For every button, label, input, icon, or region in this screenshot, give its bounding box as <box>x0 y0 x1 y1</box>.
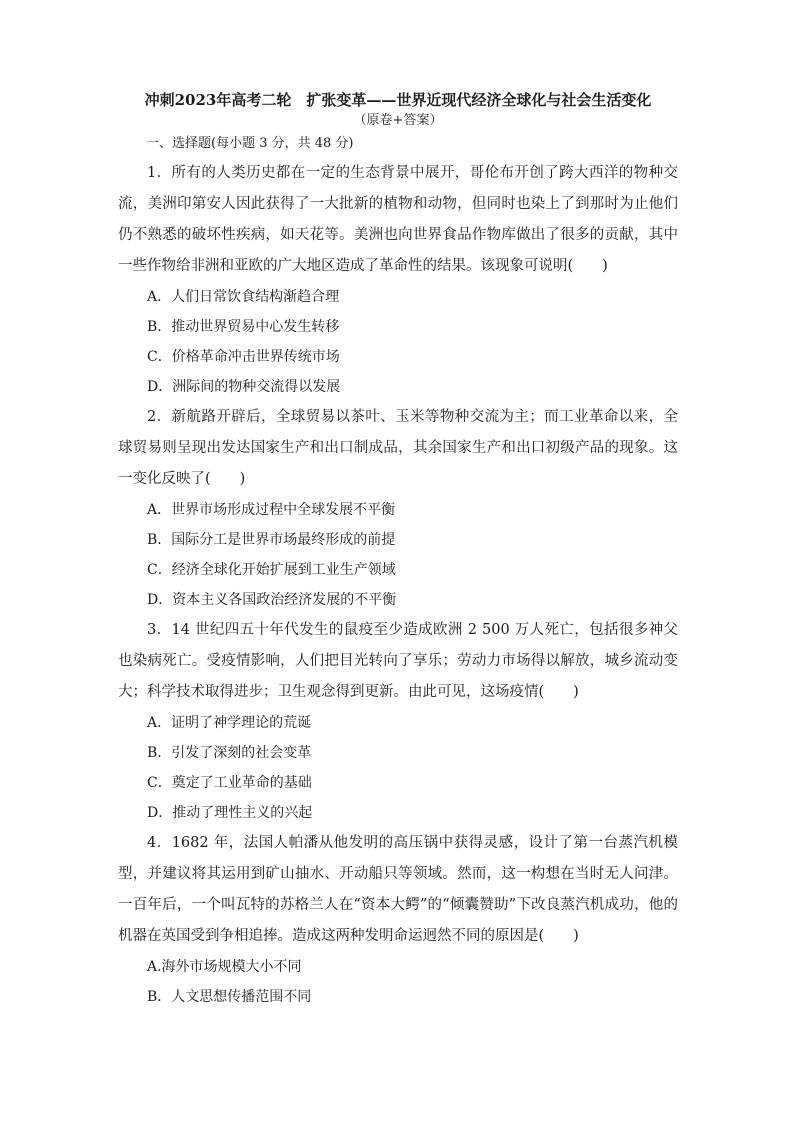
option-c: C．价格革命冲击世界传统市场 <box>147 349 340 365</box>
option-b: B．国际分工是世界市场最终形成的前提 <box>147 532 396 548</box>
option-b: B．引发了深刻的社会变革 <box>147 745 312 761</box>
document-title: 冲刺2023年高考二轮 扩张变革——世界近现代经济全球化与社会生活变化 <box>144 91 652 109</box>
option-d: D．洲际间的物种交流得以发展 <box>147 379 341 395</box>
option-b: B．人文思想传播范围不同 <box>147 989 312 1005</box>
option-c: C．经济全球化开始扩展到工业生产领域 <box>147 562 396 578</box>
question-2 <box>118 402 794 615</box>
option-a: A．证明了神学理论的荒诞 <box>147 715 312 731</box>
option-c: C．奠定了工业革命的基础 <box>147 775 312 791</box>
option-d: D．推动了理性主义的兴起 <box>147 805 313 821</box>
question-stem: 3．14 世纪四五十年代发生的鼠疫至少造成欧洲 2 500 万人死亡，包括很多神父也染病死亡。受疫情影响，人们把目光转向了享乐；劳动力市场得以解放，城乡流动变大；科学技术取得进步；卫生观念得到更新。由此可见，这场疫情( ) <box>118 622 678 700</box>
option-a: A．世界市场形成过程中全球发展不平衡 <box>147 502 396 518</box>
option-b: B．推动世界贸易中心发生转移 <box>147 319 340 335</box>
document-subtitle: （原卷+答案） <box>353 113 443 128</box>
question-4 <box>118 828 794 1012</box>
option-d: D．资本主义各国政治经济发展的不平衡 <box>147 592 397 608</box>
option-a: A.海外市场规模大小不同 <box>147 959 302 975</box>
option-a: A．人们日常饮食结构渐趋合理 <box>147 289 340 305</box>
question-3 <box>118 615 794 828</box>
section-heading: 一、选择题(每小题 3 分，共 48 分) <box>146 136 354 151</box>
question-stem: 4．1682 年，法国人帕潘从他发明的高压锅中获得灵感，设计了第一台蒸汽机模型，并建议将其运用到矿山抽水、开动船只等领域。然而，这一构想在当时无人问津。一百年后，一个叫瓦特的苏格兰人在“资本大鳄”的“倾囊赞助”下改良蒸汽机成功，他的机器在英国受到争相追捧。造成这两种发明命运迥然不同的原因是( ) <box>118 835 678 944</box>
question-stem: 2．新航路开辟后，全球贸易以茶叶、玉米等物种交流为主；而工业革命以来，全球贸易则呈现出发达国家生产和出口制成品，其余国家生产和出口初级产品的现象。这一变化反映了( ) <box>118 409 678 487</box>
question-1 <box>118 158 794 402</box>
question-stem: 1．所有的人类历史都在一定的生态背景中展开，哥伦布开创了跨大西洋的物种交流，美洲印第安人因此获得了一大批新的植物和动物，但同时也染上了到那时为止他们仍不熟悉的破坏性疾病，如天花等。美洲也向世界食品作物库做出了很多的贡献，其中一些作物给非洲和亚欧的广大地区造成了革命性的结果。该现象可说明( ) <box>118 165 678 274</box>
